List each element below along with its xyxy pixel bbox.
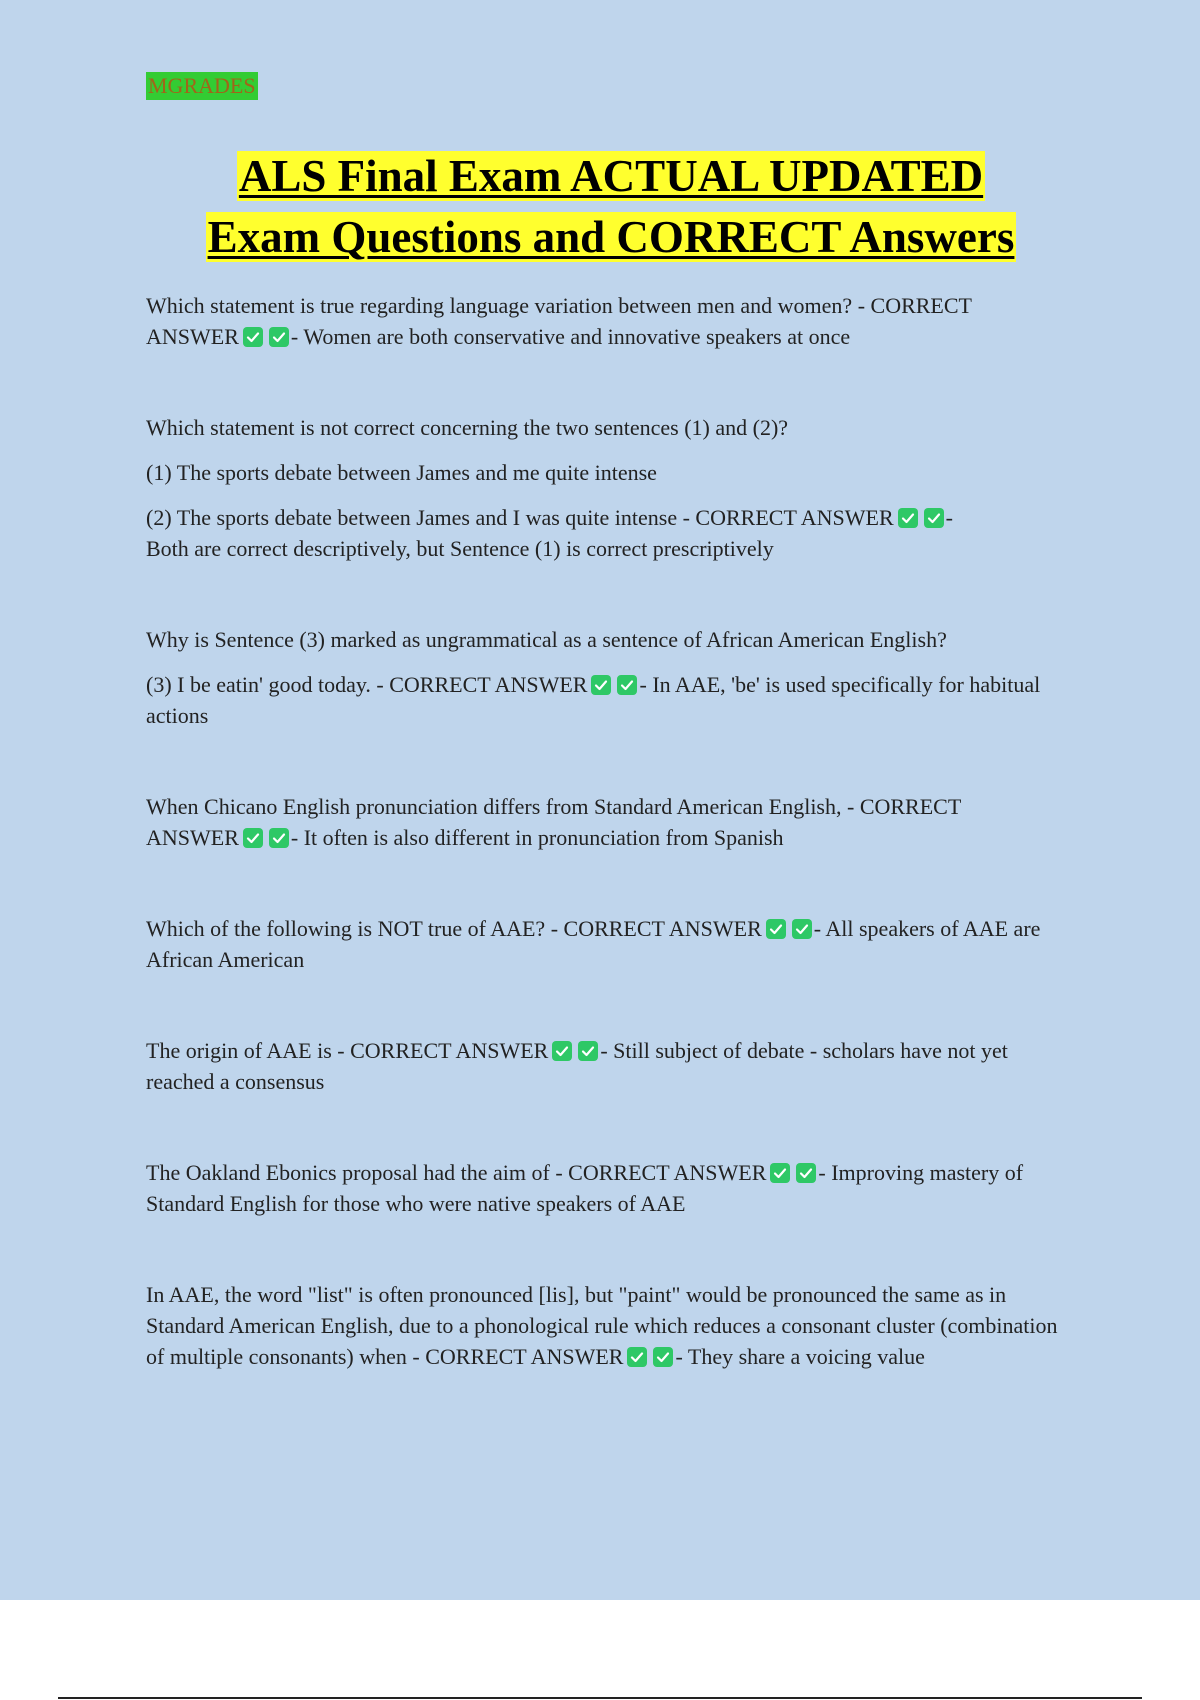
qa-item-7 xyxy=(146,1157,1076,1219)
answer-text: In AAE, 'be' is used specifically for habitual actions xyxy=(146,672,1041,728)
title-line-2: Exam Questions and CORRECT Answers xyxy=(207,212,1015,262)
check-mark-icon xyxy=(552,1041,572,1061)
footer-rule xyxy=(58,1697,1142,1699)
check-mark-icon xyxy=(898,508,918,528)
check-mark-icon xyxy=(924,508,944,528)
correct-answer-marker: - CORRECT xyxy=(857,293,972,318)
answer-text: All speakers of AAE are African American xyxy=(146,916,1041,972)
correct-answer-marker: - CORRECT ANSWER xyxy=(555,1160,767,1185)
qa-item-8 xyxy=(146,1279,1076,1372)
qa-paragraph xyxy=(146,1279,1076,1372)
correct-answer-marker: - CORRECT ANSWER xyxy=(337,1038,549,1063)
correct-answer-marker-cont: ANSWER xyxy=(146,324,239,349)
check-mark-icon xyxy=(796,1163,816,1183)
correct-answer-marker: - CORRECT ANSWER xyxy=(550,916,762,941)
correct-answer-marker: - CORRECT xyxy=(847,794,962,819)
qa-item-1 xyxy=(146,290,1076,352)
answer-prefix: - xyxy=(813,916,826,941)
check-mark-icon xyxy=(792,919,812,939)
question-text: Which statement is true regarding language variation between men and women? xyxy=(146,293,853,318)
qa-paragraph xyxy=(146,1157,1076,1219)
answer-prefix: - xyxy=(818,1160,832,1185)
qa-paragraph xyxy=(146,1035,1076,1097)
title-line-1: ALS Final Exam ACTUAL UPDATED xyxy=(238,151,984,201)
answer-text: Improving mastery of Standard English for those who were native speakers of AAE xyxy=(146,1160,1024,1216)
answer-text: Both are correct descriptively, but Sentence (1) is correct prescriptively xyxy=(146,536,774,561)
correct-answer-marker-cont: ANSWER xyxy=(146,825,239,850)
answer-prefix: - xyxy=(945,505,953,530)
check-mark-icon xyxy=(770,1163,790,1183)
brand-watermark: MGRADES xyxy=(148,73,256,98)
document-title xyxy=(146,146,1076,268)
check-mark-icon xyxy=(243,828,263,848)
answer-text: Women are both conservative and innovative speakers at once xyxy=(303,324,851,349)
example-sentence-3: (3) I be eatin' good today. xyxy=(146,672,371,697)
qa-item-3 xyxy=(146,624,1076,731)
check-mark-icon xyxy=(653,1347,673,1367)
question-text: When Chicano English pronunciation differs from Standard American English, xyxy=(146,794,842,819)
answer-prefix: - xyxy=(290,825,304,850)
answer-prefix: - xyxy=(675,1344,688,1369)
answer-prefix: - xyxy=(290,324,304,349)
answer-prefix: - xyxy=(639,672,653,697)
qa-paragraph xyxy=(146,502,1076,564)
answer-text: They share a voicing value xyxy=(687,1344,925,1369)
qa-paragraph xyxy=(146,913,1076,975)
document-content xyxy=(146,72,1076,1372)
example-sentence-1: (1) The sports debate between James and me quite intense xyxy=(146,460,657,485)
question-text: The Oakland Ebonics proposal had the aim of xyxy=(146,1160,550,1185)
question-text: In AAE, the word "list" is often pronounced [lis], but "paint" would be pronounced the same as in Standard American English, due to a phonological rule which reduces a consonant cluster (combination of multiple consonants) when xyxy=(146,1282,1058,1369)
correct-answer-marker: - CORRECT ANSWER xyxy=(682,505,894,530)
answer-prefix: - xyxy=(600,1038,614,1063)
question-text: Which statement is not correct concerning the two sentences (1) and (2)? xyxy=(146,415,789,440)
correct-answer-marker: - CORRECT ANSWER xyxy=(412,1344,624,1369)
correct-answer-marker: - CORRECT ANSWER xyxy=(376,672,588,697)
question-text: Which of the following is NOT true of AAE? xyxy=(146,916,546,941)
question-text: Why is Sentence (3) marked as ungrammatical as a sentence of African American English? xyxy=(146,627,947,652)
example-sentence-2: (2) The sports debate between James and I was quite intense xyxy=(146,505,678,530)
check-mark-icon xyxy=(269,327,289,347)
qa-item-2 xyxy=(146,412,1076,564)
qa-item-6 xyxy=(146,1035,1076,1097)
check-mark-icon xyxy=(269,828,289,848)
check-mark-icon xyxy=(627,1347,647,1367)
qa-item-4 xyxy=(146,791,1076,853)
qa-item-5 xyxy=(146,913,1076,975)
check-mark-icon xyxy=(766,919,786,939)
check-mark-icon xyxy=(578,1041,598,1061)
qa-paragraph xyxy=(146,791,1076,853)
check-mark-icon xyxy=(591,675,611,695)
qa-paragraph xyxy=(146,290,1076,352)
answer-text: It often is also different in pronunciation from Spanish xyxy=(303,825,784,850)
check-mark-icon xyxy=(617,675,637,695)
check-mark-icon xyxy=(243,327,263,347)
qa-paragraph xyxy=(146,669,1076,731)
question-text: The origin of AAE is xyxy=(146,1038,332,1063)
answer-text: Still subject of debate - scholars have not yet reached a consensus xyxy=(146,1038,1008,1094)
